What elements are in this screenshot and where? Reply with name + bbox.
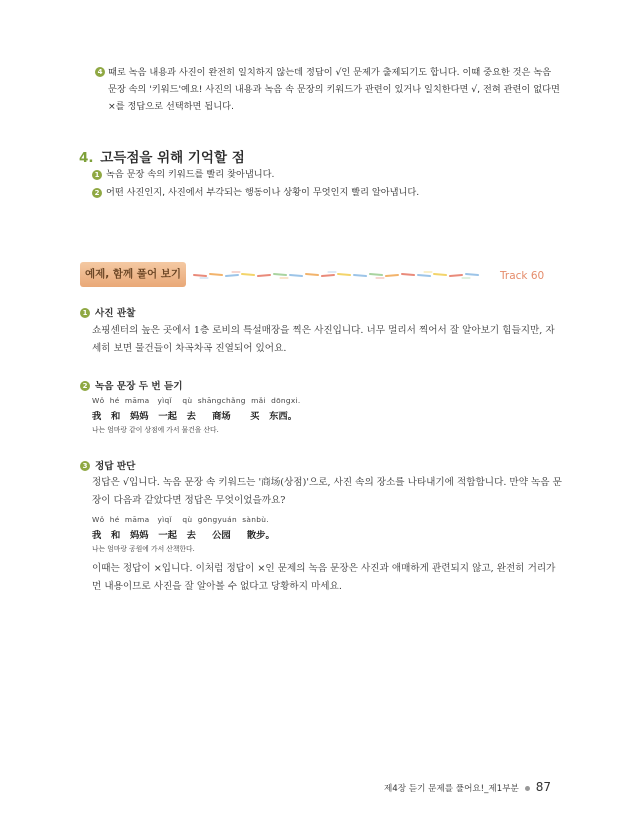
section-heading bbox=[79, 146, 245, 166]
tip-number-badge: 1 bbox=[92, 170, 102, 180]
tip-item bbox=[92, 186, 419, 200]
page-number: 87 bbox=[535, 780, 552, 794]
step-title: 사진 관찰 bbox=[95, 308, 136, 319]
step-body: 정답은 √입니다. 녹음 문장 속 키워드는 '商场(상점)'으로, 사진 속의 장소를 나타내기에 적합합니다. 만약 녹음 문장이 다음과 같았다면 정답은 무엇이었을까요? bbox=[92, 477, 562, 506]
note-paragraph bbox=[80, 64, 560, 115]
step-heading bbox=[80, 378, 183, 392]
page-footer bbox=[384, 780, 551, 794]
pinyin-line: Wǒ hé māma yìqǐ qù gōngyuán sànbù. bbox=[92, 515, 269, 524]
bullet-dot-icon bbox=[525, 786, 530, 791]
example-banner: 예제, 함께 풀어 보기 bbox=[80, 262, 186, 287]
section-title: 고득점을 위해 기억할 점 bbox=[100, 150, 245, 166]
tip-number-badge: 2 bbox=[92, 188, 102, 198]
conclusion-text: 이때는 정답이 ×입니다. 이처럼 정답이 ×인 문제의 녹음 문장은 사진과 애매하게 관련되지 않고, 완전히 거리가 먼 내용이므로 사진을 잘 알아볼 수 없다고 당황하지 마세요. bbox=[92, 563, 556, 592]
section-number: 4. bbox=[79, 150, 94, 166]
korean-translation: 나는 엄마랑 공원에 가서 산책한다. bbox=[92, 545, 195, 553]
track-label: Track 60 bbox=[500, 270, 545, 282]
step-heading bbox=[80, 458, 135, 472]
step-number-badge: 2 bbox=[80, 381, 90, 391]
tip-item bbox=[92, 168, 274, 182]
chinese-sentence: 我 和 妈妈 一起 去 商场 买 东西。 bbox=[92, 411, 298, 422]
note-number-badge: 4 bbox=[95, 67, 105, 77]
step-title: 정답 판단 bbox=[95, 461, 136, 472]
note-text: 때로 녹음 내용과 사진이 완전히 일치하지 않는데 정답이 √인 문제가 출제되기도 합니다. 이때 중요한 것은 녹음 문장 속의 '키워드'예요! 사진의 내용과 녹음 속 문장의 키워드가 관련이 있거나 일치한다면 √, 전혀 관련이 없다면 ×를 정답으로 선택하면 됩니다. bbox=[108, 67, 560, 112]
step-heading bbox=[80, 305, 135, 319]
step-body: 쇼핑센터의 높은 곳에서 1층 로비의 특설매장을 찍은 사진입니다. 너무 멀리서 찍어서 잘 알아보기 힘들지만, 자세히 보면 물건들이 차곡차곡 진열되어 있어요. bbox=[92, 325, 555, 354]
decorative-dash-line bbox=[192, 269, 490, 281]
korean-translation: 나는 엄마랑 같이 상점에 가서 물건을 산다. bbox=[92, 426, 219, 434]
chinese-sentence: 我 和 妈妈 一起 去 公园 散步。 bbox=[92, 530, 275, 541]
tip-text: 어떤 사진인지, 사진에서 부각되는 행동이나 상황이 무엇인지 빨리 알아냅니다. bbox=[106, 187, 420, 198]
step-number-badge: 1 bbox=[80, 308, 90, 318]
step-title: 녹음 문장 두 번 듣기 bbox=[95, 381, 183, 392]
tip-text: 녹음 문장 속의 키워드를 빨리 찾아냅니다. bbox=[106, 169, 275, 180]
chapter-label: 제4장 듣기 문제를 풀어요!_제1부분 bbox=[384, 784, 519, 794]
step-number-badge: 3 bbox=[80, 461, 90, 471]
pinyin-line: Wǒ hé māma yìqǐ qù shāngchǎng mǎi dōngxi. bbox=[92, 396, 301, 405]
